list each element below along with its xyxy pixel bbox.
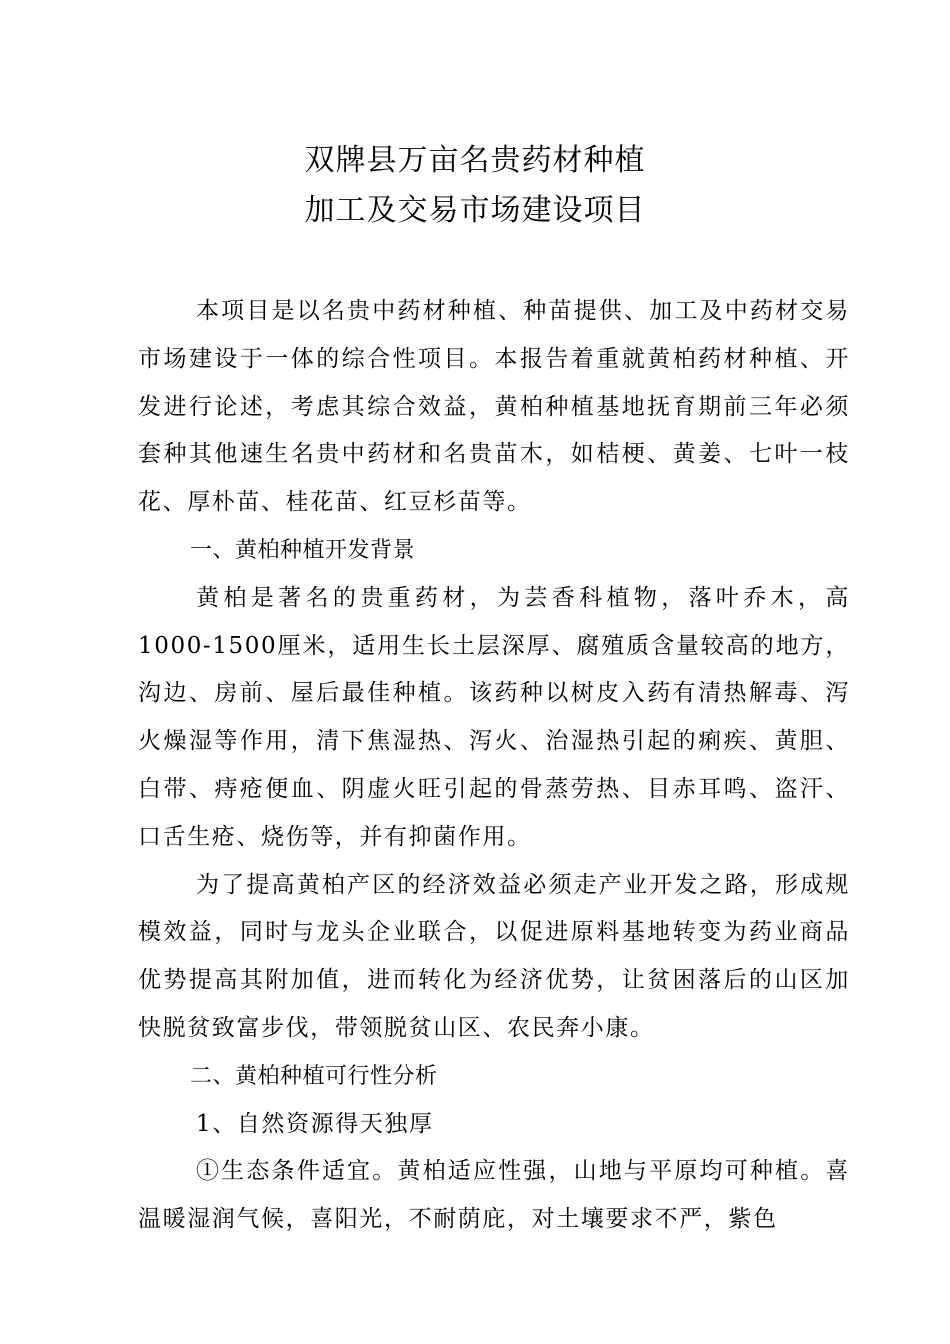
section-2-subheading-1: 1、自然资源得天独厚 — [196, 1110, 434, 1137]
section-1-paragraph-1: 黄柏是著名的贵重药材，为芸香科植物，落叶乔木，高1000-1500厘米，适用生长土层深厚、腐殖质含量较高的地方，沟边、房前、屋后最佳种植。该药种以树皮入药有清热解毒、泻火燥湿等作用，清下焦湿热、泻火、治湿热引起的痢疾、黄胆、白带、痔疮便血、阴虚火旺引起的骨蒸劳热、目赤耳鸣、盗汗、口舌生疮、烧伤等，并有抑菌作用。 — [138, 584, 850, 850]
section-2-heading: 二、黄柏种植可行性分析 — [190, 1063, 438, 1089]
document-body — [138, 288, 850, 1244]
document-title-line-1: 双牌县万亩名贵药材种植 — [304, 143, 646, 178]
section-2-paragraph-1: ①生态条件适宜。黄柏适应性强，山地与平原均可种植。喜温暖湿润气候，喜阳光，不耐荫庇，对土壤要求不严，紫色 — [138, 1158, 850, 1233]
section-1-heading: 一、黄柏种植开发背景 — [190, 537, 416, 563]
document-title-line-2: 加工及交易市场建设项目 — [304, 193, 646, 228]
intro-paragraph: 本项目是以名贵中药材种植、种苗提供、加工及中药材交易市场建设于一体的综合性项目。本报告着重就黄柏药材种植、开发进行论述，考虑其综合效益，黄柏种植基地抚育期前三年必须套种其他速生名贵中药材和名贵苗木，如桔梗、黄姜、七叶一枝花、厚朴苗、桂花苗、红豆杉苗等。 — [138, 298, 850, 516]
section-1-paragraph-2: 为了提高黄柏产区的经济效益必须走产业开发之路，形成规模效益，同时与龙头企业联合，以促进原料基地转变为药业商品优势提高其附加值，进而转化为经济优势，让贫困落后的山区加快脱贫致富步伐，带领脱贫山区、农民奔小康。 — [138, 871, 850, 1041]
